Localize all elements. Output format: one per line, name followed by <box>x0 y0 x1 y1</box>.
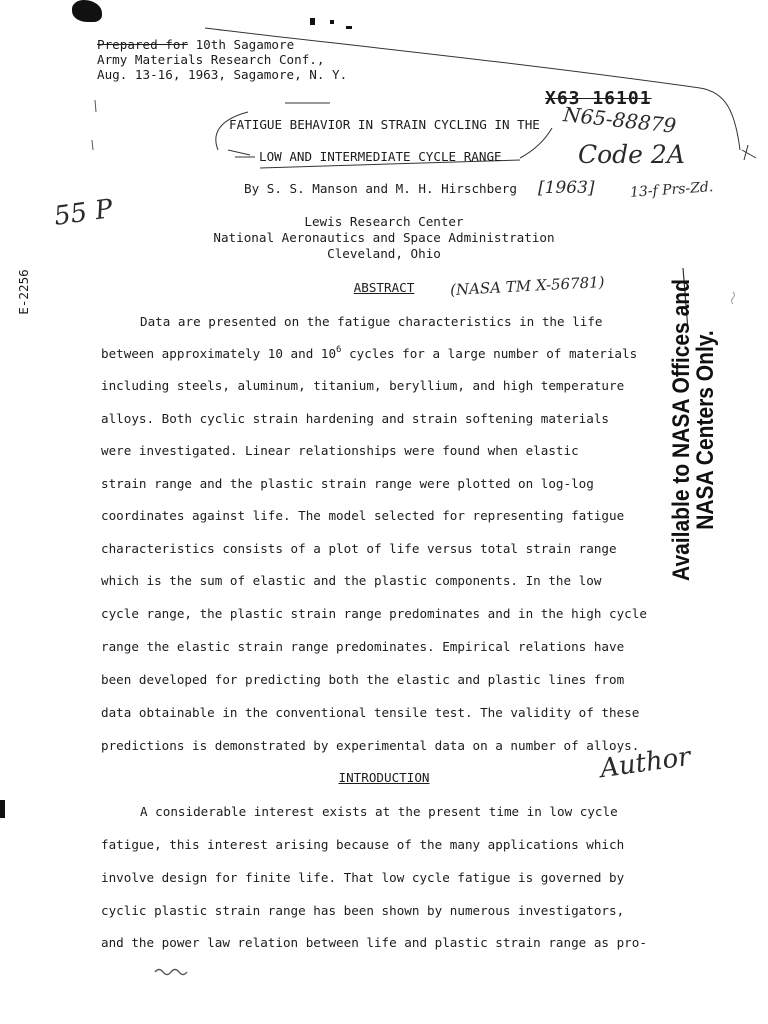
introduction-line-1: A considerable interest exists at the present time in low cycle <box>140 804 618 819</box>
byline-handwritten-date: [1963] <box>538 178 595 198</box>
distribution-stamp <box>670 235 720 625</box>
introduction-line-2: fatigue, this interest arising because of the many applications which <box>101 837 625 852</box>
title-line-2: LOW AND INTERMEDIATE CYCLE RANGE <box>259 149 502 164</box>
abstract-line-5: were investigated. Linear relationships were found when elastic <box>101 443 579 458</box>
byline-handwritten-note: 13-f Prs-Zd. <box>629 179 714 201</box>
affiliation-line-2: National Aeronautics and Space Administration <box>213 230 555 245</box>
abstract-handwritten-note: (NASA TM X-56781) <box>449 272 605 300</box>
abstract-line-12: been developed for predicting both the elastic and plastic lines from <box>101 672 625 687</box>
abstract-line-4: alloys. Both cyclic strain hardening and strain softening materials <box>101 411 609 426</box>
author-handwritten-mark: Author <box>598 741 693 785</box>
title-line-1: FATIGUE BEHAVIOR IN STRAIN CYCLING IN THE <box>229 117 540 132</box>
side-document-code: E-2256 <box>16 269 31 315</box>
introduction-line-5: and the power law relation between life and plastic strain range as pro- <box>101 935 647 950</box>
conference-line-1: Prepared for 10th Sagamore <box>97 37 295 52</box>
affiliation-line-1: Lewis Research Center <box>304 214 464 229</box>
stamp-line-1: Available to NASA Offices and <box>668 279 695 581</box>
abstract-line-3: including steels, aluminum, titanium, beryllium, and high temperature <box>101 378 625 393</box>
conference-line-3: Aug. 13-16, 1963, Sagamore, N. Y. <box>97 67 348 82</box>
abstract-line-7: coordinates against life. The model selected for representing fatigue <box>101 508 625 523</box>
stamp-line-2: NASA Centers Only. <box>692 330 719 530</box>
abstract-line-9: which is the sum of elastic and the plastic components. In the low <box>101 573 602 588</box>
introduction-line-4: cyclic plastic strain range has been shown by numerous investigators, <box>101 903 625 918</box>
introduction-line-3: involve design for finite life. That low cycle fatigue is governed by <box>101 870 625 885</box>
handwritten-accession-number: N65-88879 <box>562 102 678 138</box>
affiliation-line-3: Cleveland, Ohio <box>327 246 441 261</box>
abstract-line-10: cycle range, the plastic strain range predominates and in the high cycle <box>101 606 647 621</box>
abstract-line-8: characteristics consists of a plot of life versus total strain range <box>101 541 617 556</box>
abstract-line-13: data obtainable in the conventional tensile test. The validity of these <box>101 705 640 720</box>
abstract-heading: ABSTRACT <box>353 280 415 295</box>
abstract-line-2: between approximately 10 and $10^6$ cycles for a large number of materials <box>101 345 638 361</box>
handwritten-code: Code 2A <box>578 140 685 169</box>
abstract-line-1: Data are presented on the fatigue characteristics in the life <box>140 314 603 329</box>
abstract-line-11: range the elastic strain range predominates. Empirical relations have <box>101 639 625 654</box>
introduction-heading: INTRODUCTION <box>338 770 430 785</box>
margin-handwritten-note: 55 P <box>52 194 115 232</box>
byline: By S. S. Manson and M. H. Hirschberg <box>244 181 517 196</box>
struck-text: Prepared for <box>97 37 188 52</box>
abstract-line-6: strain range and the plastic strain range were plotted on log-log <box>101 476 594 491</box>
struck-accession-number: X63 16101 <box>545 88 652 109</box>
conference-line-2: Army Materials Research Conf., <box>97 52 325 67</box>
abstract-line-14: predictions is demonstrated by experimental data on a number of alloys. <box>101 738 640 753</box>
